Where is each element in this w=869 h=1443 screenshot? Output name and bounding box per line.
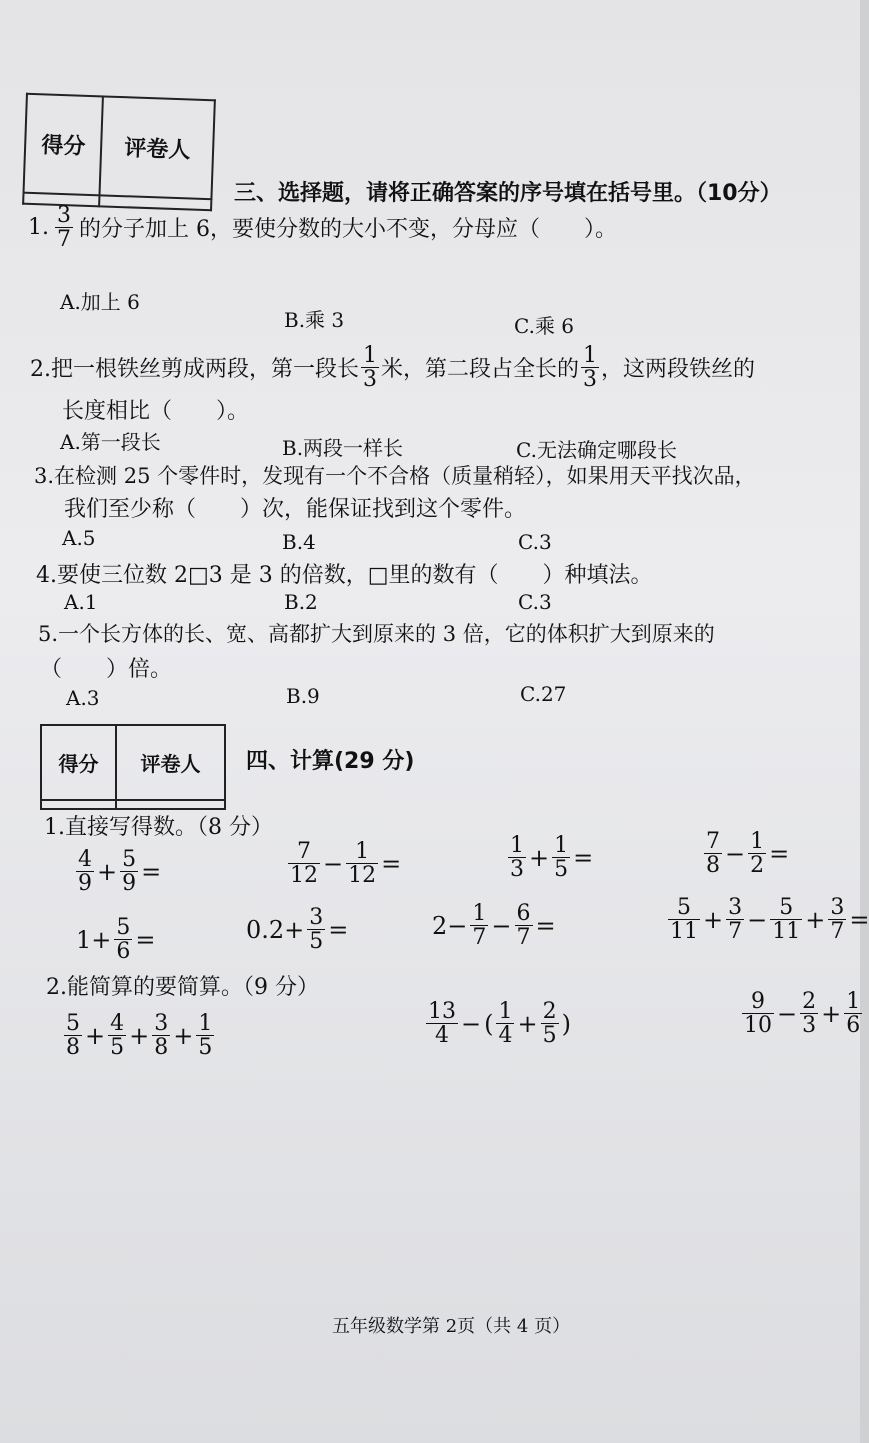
score-box-section4 <box>40 724 226 810</box>
option-a: A.加上 6 <box>60 290 140 314</box>
expression-7: 2− $\frac{1}{7}$ − $\frac{6}{7}$ = <box>432 901 556 951</box>
question-text: 的分子加上 6，要使分数的大小不变，分母应（ ）。 <box>79 217 617 243</box>
fraction: $\frac{1}{3}$ <box>583 343 598 393</box>
section4-title: 四、计算(29 分) <box>246 749 415 774</box>
option-c: C.27 <box>520 682 567 706</box>
grader-label: 评卷人 <box>116 725 225 800</box>
fraction: $\frac{3}{7}$ <box>57 203 71 253</box>
option-c: C.乘 6 <box>514 314 575 338</box>
question-1 <box>28 204 617 251</box>
fraction: $\frac{1}{3}$ <box>363 343 377 393</box>
part2-title: 2.能简算的要简算。（9 分） <box>46 975 319 1000</box>
question-2-line2: 长度相比（ ）。 <box>62 399 250 424</box>
option-b: B.4 <box>282 530 316 554</box>
question-3: 3.在检测 25 个零件时，发现有一个不合格（质量稍轻），如果用天平找次品， <box>34 464 756 488</box>
simplify-expression-1: $\frac{5}{8}$ + $\frac{4}{5}$ + $\frac{3}{8}$ + $\frac{1}{5}$ <box>66 1011 213 1061</box>
expression-4: $\frac{7}{8}$ − $\frac{1}{2}$ = <box>706 829 790 879</box>
question-2: 2.把一根铁丝剪成两段，第一段长 $\frac{1}{3}$ 米，第二段占全长的 $\frac{1}{3}$ ，这两段铁丝的 <box>30 343 756 393</box>
simplify-expression-3: $\frac{9}{10}$ − $\frac{2}{3}$ + $\frac{1}{6}$ <box>744 989 861 1039</box>
question-3-line2: 我们至少称（ ）次，能保证找到这个零件。 <box>64 497 527 522</box>
expression-3: $\frac{1}{3}$ + $\frac{1}{5}$ = <box>510 833 594 883</box>
page-footer: 五年级数学第 2页（共 4 页） <box>332 1316 571 1337</box>
option-b: B.乘 3 <box>284 308 345 332</box>
option-c: C.无法确定哪段长 <box>516 438 677 462</box>
score-label: 得分 <box>41 725 116 800</box>
section3-title: 三、选择题，请将正确答案的序号填在括号里。（10分） <box>234 181 782 206</box>
option-b: B.两段一样长 <box>282 436 404 460</box>
grader-label: 评卷人 <box>100 96 215 199</box>
expression-5: 1+ $\frac{5}{6}$ = <box>76 915 156 965</box>
option-c: C.3 <box>518 590 552 614</box>
question-5-line2: （ ）倍。 <box>40 657 173 682</box>
question-4: 4.要使三位数 2□3 是 3 的倍数，□里的数有（ ）种填法。 <box>36 563 653 588</box>
score-box-section3 <box>22 93 216 212</box>
grader-cell <box>116 800 225 809</box>
question-number: 1. <box>28 215 49 241</box>
option-b: B.9 <box>286 684 320 708</box>
expression-8: $\frac{5}{11}$ + $\frac{3}{7}$ − $\frac{5}{11}$ + $\frac{3}{7}$ = <box>670 895 869 945</box>
option-b: B.2 <box>284 590 318 614</box>
question-5: 5.一个长方体的长、宽、高都扩大到原来的 3 倍，它的体积扩大到原来的 <box>38 622 715 646</box>
option-a: A.3 <box>66 686 100 710</box>
option-c: C.3 <box>518 530 552 554</box>
option-a: A.5 <box>62 526 96 550</box>
option-a: A.1 <box>64 590 98 614</box>
expression-2: $\frac{7}{12}$ − $\frac{1}{12}$ = <box>290 839 402 889</box>
expression-6: 0.2+ $\frac{3}{5}$ = <box>246 905 349 955</box>
simplify-expression-2: $\frac{13}{4}$ − ( $\frac{1}{4}$ + $\frac{2}{5}$ ) <box>428 999 571 1049</box>
part1-title: 1.直接写得数。（8 分） <box>44 815 273 840</box>
expression-1: $\frac{4}{9}$ + $\frac{5}{9}$ = <box>78 847 162 897</box>
score-label: 得分 <box>24 94 104 195</box>
option-a: A.第一段长 <box>60 430 161 454</box>
score-cell <box>41 800 116 809</box>
